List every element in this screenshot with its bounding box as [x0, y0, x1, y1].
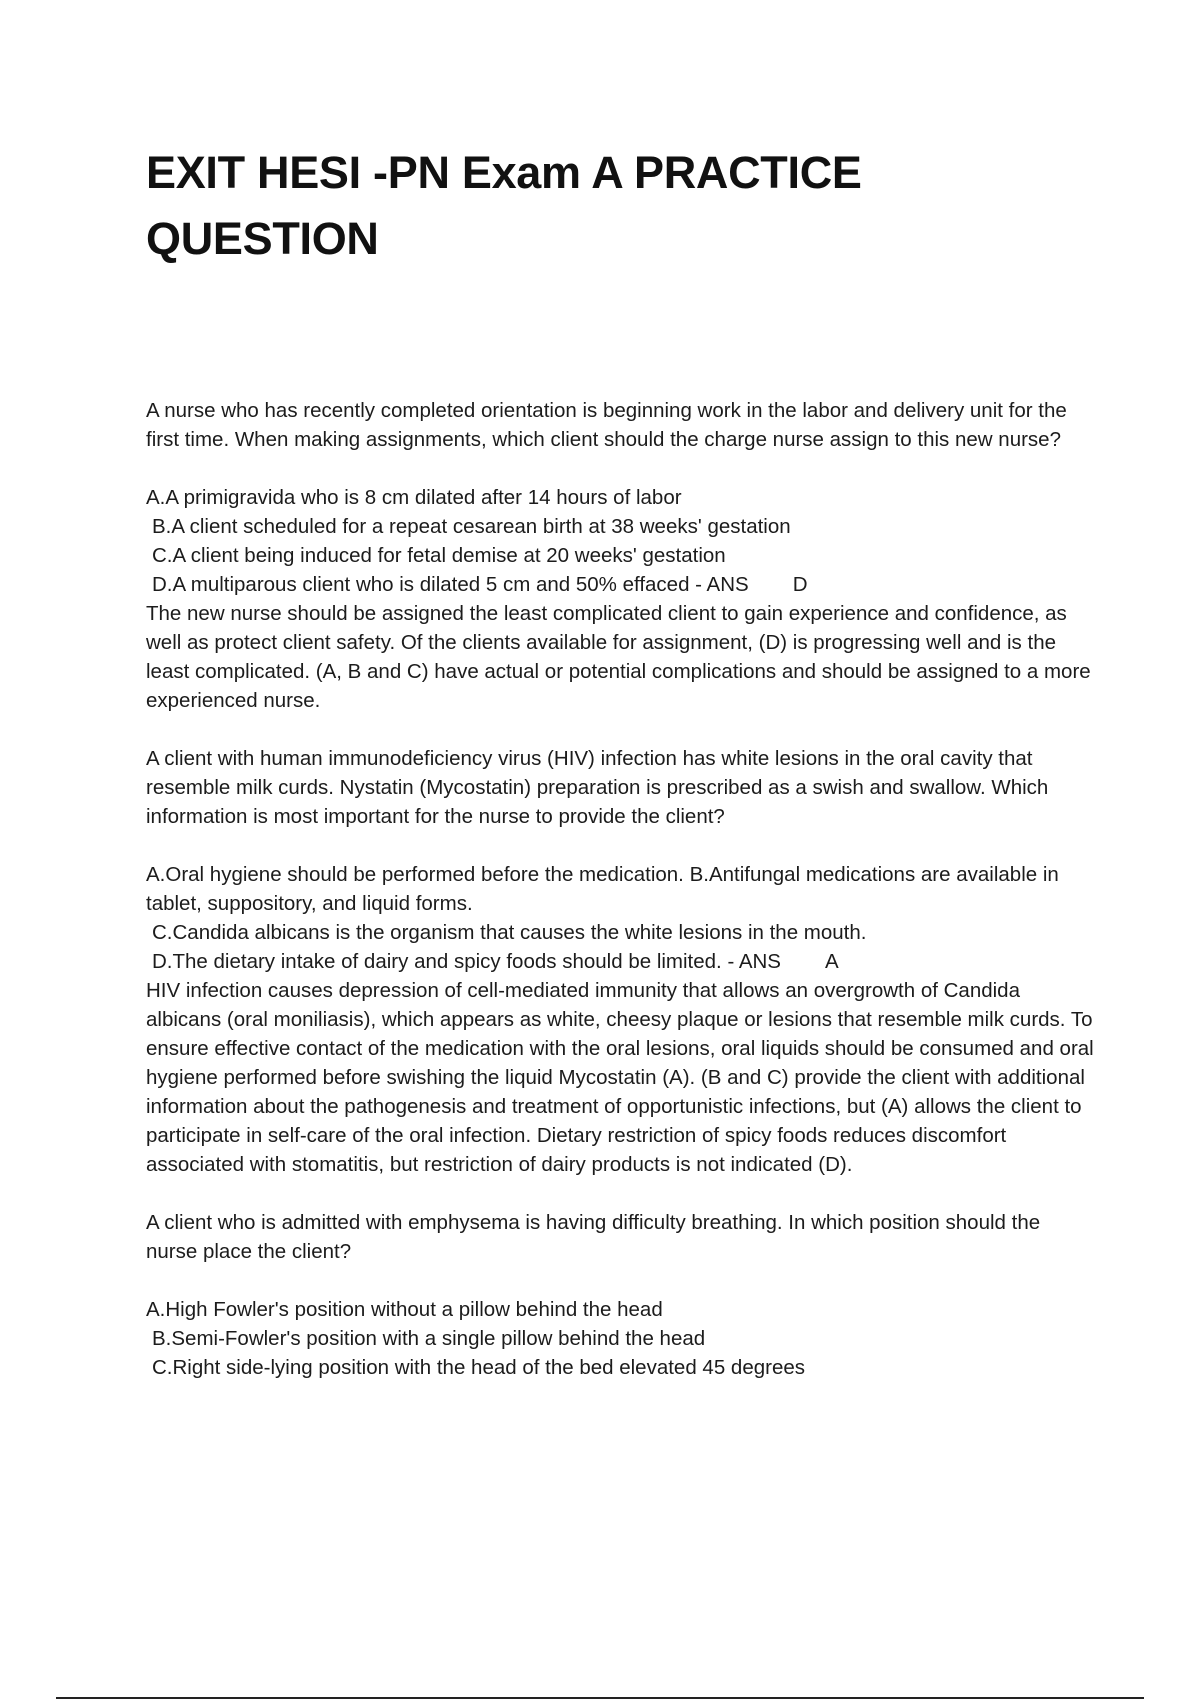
question-1-stem: A nurse who has recently completed orientation is beginning work in the labor and delivery unit for the first time. When making assignments, which client should the charge nurse assign to this new nurse?	[146, 399, 1067, 451]
question-3-options	[146, 1295, 1096, 1382]
question-1-option-d-row	[146, 570, 1096, 599]
document-title: EXIT HESI -PN Exam A PRACTICE QUESTION	[146, 147, 862, 264]
question-1-option-a: A.A primigravida who is 8 cm dilated after 14 hours of labor	[146, 486, 682, 509]
question-1-option-d: D.A multiparous client who is dilated 5 cm and 50% effaced - ANS	[152, 573, 749, 596]
question-3-option-c: C.Right side-lying position with the head of the bed elevated 45 degrees	[152, 1356, 806, 1379]
document-body	[146, 396, 1096, 1382]
question-1-option-b: B.A client scheduled for a repeat cesarean birth at 38 weeks' gestation	[152, 515, 791, 538]
question-2-stem: A client with human immunodeficiency virus (HIV) infection has white lesions in the oral cavity that resemble milk curds. Nystatin (Mycostatin) preparation is prescribed as a swish and swallow. Which information is most important for the nurse to provide the client?	[146, 747, 1049, 828]
footer-divider	[56, 1697, 1144, 1699]
question-2-rationale: HIV infection causes depression of cell-mediated immunity that allows an overgrowth of Candida albicans (oral moniliasis), which appears as white, cheesy plaque or lesions that resemble milk curds. To ensure effective contact of the medication with the oral lesions, oral liquids should be consumed and oral hygiene performed before swishing the liquid Mycostatin (A). (B and C) provide the client with additional information about the pathogenesis and treatment of opportunistic infections, but (A) allows the client to participate in self-care of the oral infection. Dietary restriction of spicy foods reduces discomfort associated with stomatitis, but restriction of dairy products is not indicated (D).	[146, 979, 1094, 1176]
question-3-stem: A client who is admitted with emphysema is having difficulty breathing. In which position should the nurse place the client?	[146, 1211, 1041, 1263]
question-2-option-a: A.Oral hygiene should be performed before the medication.	[146, 863, 684, 886]
question-1-rationale: The new nurse should be assigned the least complicated client to gain experience and confidence, as well as protect client safety. Of the clients available for assignment, (D) is progressing well and is the least complicated. (A, B and C) have actual or potential complications and should be assigned to a more experienced nurse.	[146, 602, 1091, 712]
question-3-option-b: B.Semi-Fowler's position with a single pillow behind the head	[152, 1327, 706, 1350]
question-2-answer: A	[824, 950, 839, 973]
question-2-option-c: C.Candida albicans is the organism that causes the white lesions in the mouth.	[152, 921, 867, 944]
question-1-option-c: C.A client being induced for fetal demise at 20 weeks' gestation	[152, 544, 726, 567]
question-3-option-a: A.High Fowler's position without a pillow behind the head	[146, 1298, 663, 1321]
question-1-options	[146, 483, 1096, 599]
question-2-option-ab-row	[146, 860, 1096, 918]
question-2-option-d: D.The dietary intake of dairy and spicy foods should be limited. - ANS	[152, 950, 781, 973]
question-1-answer: D	[792, 573, 808, 596]
question-2-option-d-row	[146, 947, 1096, 976]
question-2-option-b: B.Antifungal medications are available in tablet, suppository, and liquid forms.	[146, 863, 1059, 915]
question-2-options	[146, 860, 1096, 976]
